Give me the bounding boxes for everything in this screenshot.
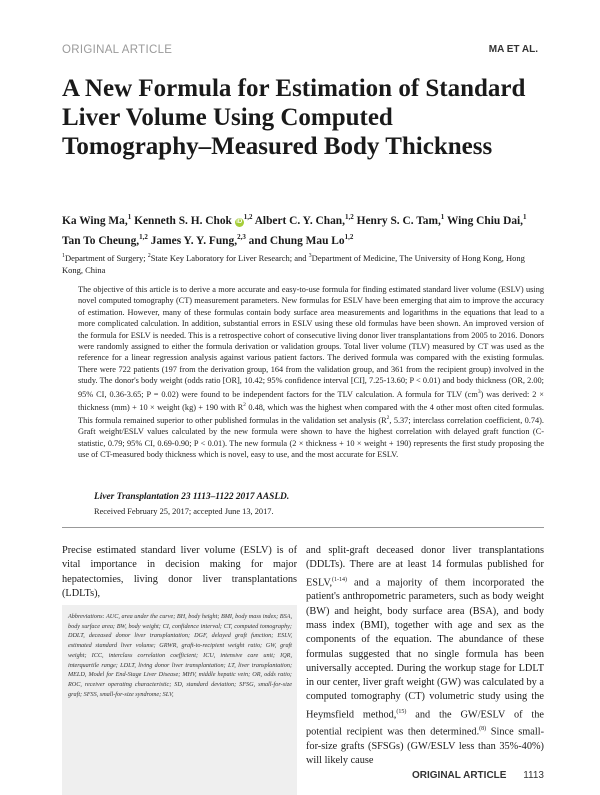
author-list [62,209,542,249]
affiliation-1: Department of Surgery; [65,252,146,263]
citation-ref[interactable]: (1-14) [332,576,348,583]
running-head: MA ET AL. [488,44,538,55]
author-affil-sup: 1,2 [243,213,253,221]
author-affil-sup: 1 [523,213,527,221]
section-label: ORIGINAL ARTICLE [62,44,173,56]
abbreviations-text: Abbreviations: AUC, area under the curve; BH, body height; BMI, body mass index; BSA, body surface area; BW, body weight; CI, confidence interval; CT, computed tomography; DDLT, deceased donor liver transplantation; DGF, delayed graft function; ESLV, estimated standard liver volume; GRWR, graft-to-recipient weight ratio; GW, graft weight; ICC, interclass correlation coefficient; ICU, intensive care unit; IQR, interquartile range; LDLT, living donor liver transplantation; LT, liver transplantation; MELD, Model for End-Stage Liver Disease; MHV, middle hepatic vein; OR, odds ratio; ROC, receiver operating characteristic; SD, standard deviation; SFSG, small-for-size graft; SFSS, small-for-size syndrome; SLV, [68,613,292,698]
body-left-column: Precise estimated standard liver volume (ESLV) is of vital importance in decision making for major hepatectomies, living donor liver transplantations (LDLTs), [62,545,297,599]
author: Albert C. Y. Chan, [254,214,345,227]
journal-citation: Liver Transplantation 23 1113–1122 2017 AASLD. [94,492,290,502]
section-divider [62,527,544,528]
abstract: The objective of this article is to derive a more accurate and easy-to-use formula for finding estimated standard liver volume (ESLV) using novel computed tomography (CT) measurement parameters. New formulas for ESLV have been emerging that aim to improve the accuracy of estimation. However, many of these formulas contain body surface area measurements and logarithms in the equations that lead to a more complicated calculation. In addition, substantial errors in ESLV using these old formulas have been shown. An improved version of the formula for ESLV is needed. This is a retrospective cohort of consecutive living donor liver transplantations from 2005 to 2016. Donors were randomly assigned to either the formula derivation or validation groups. Total liver volume (TLV) measured by CT was used as the reference for a linear regression analysis against various patient factors. The derived formula was compared with the existing formulas. There were 722 patients (197 from the derivation group, 164 from the validation group, and 361 from the recipient group) involved in the study. The donor's body weight (odds ratio [OR], 10.42; 95% confidence interval [CI], 7.25-13.60; P < 0.01) and body thickness (OR, 2.00; 95% CI, 0.36-3.65; P = 0.02) were found to be independent factors for the TLV calculation. A formula for TLV $(cm^3)$ was derived: 2 × thickness (mm) + 10 × weight (kg) + 190 with $R^2$ 0.48, which was the highest when compared with the 4 other most often cited formulas. This formula remained superior to other published formulas in the validation set analysis ($R^2$, 5.37; interclass correlation coefficient, 0.74). Graft weight/ESLV values calculated by the new formula were shown to have the highest correlation with delayed graft function (C-statistic, 0.79; 95% CI, 0.69-0.90; P < 0.01). The new formula (2 × thickness + 10 × weight + 190) represents the first study proposing the use of CT-measured body thickness which is novel, easy to use, and the most accurate for ESLV. [78,285,544,459]
author-affil-sup: 1 [440,213,445,221]
article-title: A New Formula for Estimation of Standard Liver Volume Using Computed Tomography–Measured Body Thickness [62,75,526,160]
page-footer [412,770,544,781]
author: Tan To Cheung, [62,234,140,247]
citation-ref[interactable]: (8) [479,726,487,733]
author-affil-sup: 2,3 [237,232,246,241]
footer-label: ORIGINAL ARTICLE [412,770,507,781]
author: Kenneth S. H. Chok [134,214,232,227]
author: Wing Chiu Dai, [446,214,524,227]
author-affil-sup: 1 [127,213,132,221]
affiliations: $^1$Department of Surgery; $^2$State Key Laboratory for Liver Research; and $^3$Department of Medicine, The University of Hong Kong, Hong Kong, China [62,252,525,275]
author-affil-sup: 1,2 [345,213,354,221]
author-affil-sup: 1,2 [344,232,354,241]
author-affil-sup: 1,2 [139,232,148,241]
author: Henry S. C. Tam, [356,214,441,227]
body-right-column: and split-graft deceased donor liver transplantations (DDLTs). There are at least 14 formulas published for ESLV,$^{(1-14)}$ and a majority of them incorporated the patient's anthropometric parameters, such as body weight (BW) and height, body surface area (BSA), and body mass index (BMI), together with age and sex as the components of the equation. The abundance of these formulas suggested that no single formula has been universally accepted. During the workup stage for LDLT in our center, liver graft weight (GW) was calculated by a computed tomography (CT) volumetric study using the Heymsfield method,$^{(15)}$ and the GW/ESLV of the potential recipient was then determined.$^{(8)}$ Since small-for-size grafts (SFSGs) (GW/ESLV less than 35%-40%) will likely cause [306,545,545,767]
page-number: 1113 [523,770,544,781]
affiliation-2: State Key Laboratory for Liver Research; and [150,252,307,263]
affiliation-3: Department of Medicine, The University of Hong Kong, Hong Kong, China [62,252,525,275]
author: James Y. Y. Fung, [150,234,238,247]
author: and Chung Mau Lo [248,234,345,247]
orcid-icon[interactable]: iD [236,218,243,225]
author: Ka Wing Ma, [62,214,128,227]
received-dates: Received February 25, 2017; accepted June 13, 2017. [94,507,274,516]
citation-ref[interactable]: (15) [396,708,407,715]
